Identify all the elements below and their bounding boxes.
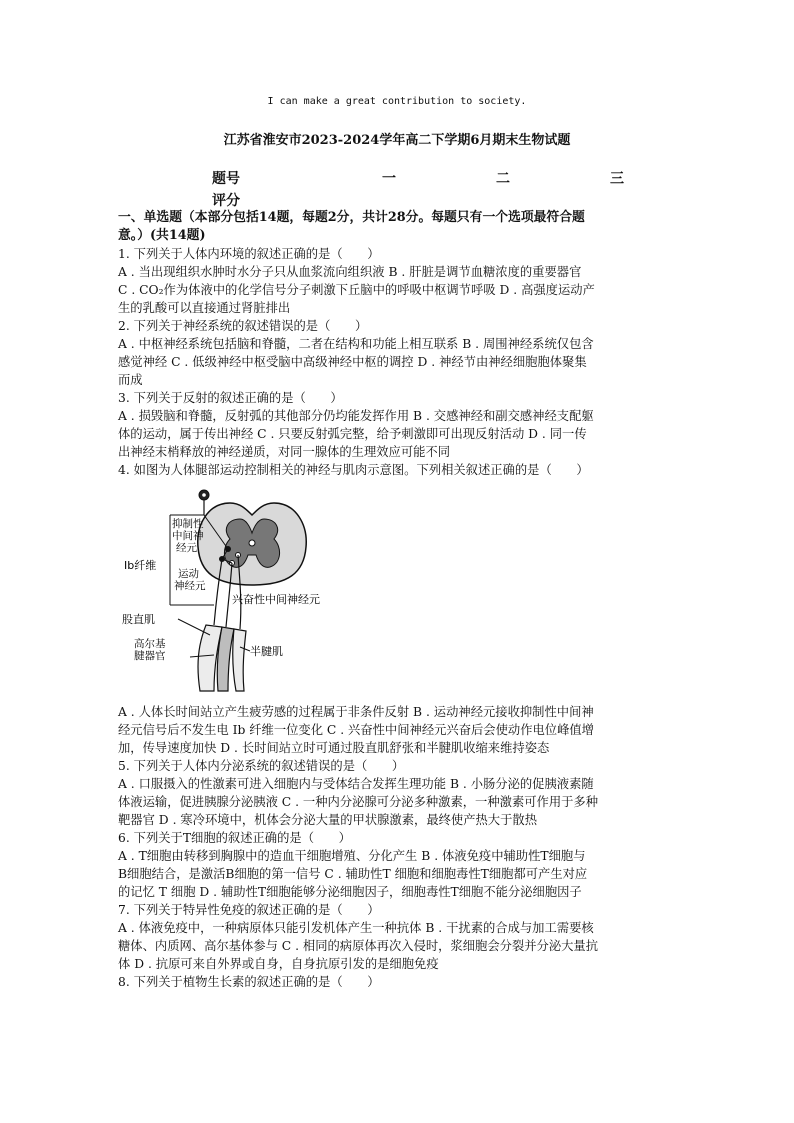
- label-golgi-1: 高尔基: [134, 638, 166, 650]
- question-options: 加，传导速度加快 D . 长时间站立时可通过股直肌舒张和半腱肌收缩来维持姿态: [118, 741, 550, 755]
- question-options: 的记忆 T 细胞 D . 辅助性T细胞能够分泌细胞因子，细胞毒性T细胞不能分泌细胞因子: [118, 885, 582, 899]
- label-quadriceps: 股直肌: [122, 613, 155, 626]
- question-options: A . 损毁脑和脊髓，反射弧的其他部分仍均能发挥作用 B . 交感神经和副交感神经支配躯: [118, 409, 594, 423]
- question-options: A . 中枢神经系统包括脑和脊髓，二者在结构和功能上相互联系 B . 周围神经系统仅包含: [118, 337, 594, 351]
- question-stem: 3. 下列关于反射的叙述正确的是（ ）: [118, 391, 343, 405]
- motto-header: I can make a great contribution to society.: [267, 96, 527, 107]
- question-options: 感觉神经 C . 低级神经中枢受脑中高级神经中枢的调控 D . 神经节由神经细胞胞体聚集: [118, 355, 587, 369]
- question-stem: 2. 下列关于神经系统的叙述错误的是（ ）: [118, 319, 368, 333]
- score-header-row: [212, 168, 642, 190]
- question-options: A . 口服摄入的性激素可进入细胞内与受体结合发挥生理功能 B . 小肠分泌的促胰液素随: [118, 777, 594, 791]
- label-motor-2: 神经元: [174, 580, 206, 592]
- question-options: 出神经末梢释放的神经递质，对同一腺体的生理效应可能不同: [118, 445, 451, 459]
- section-heading: 一、单选题（本部分包括14题，每题2分，共计28分。每题只有一个选项最符合题: [118, 210, 585, 225]
- question-options: 体液运输，促进胰腺分泌胰液 C . 一种内分泌腺可分泌多种激素，一种激素可作用于多种: [118, 795, 599, 809]
- label-inhibitory-2: 中间神: [172, 530, 204, 542]
- score-label: 评分: [212, 193, 240, 209]
- label-golgi-2: 腱器官: [134, 650, 166, 662]
- question-stem: 5. 下列关于人体内分泌系统的叙述错误的是（ ）: [118, 759, 405, 773]
- question-options: C . CO₂作为体液中的化学信号分子刺激下丘脑中的呼吸中枢调节呼吸 D . 高强度运动产: [118, 283, 595, 297]
- question-options: A . 体液免疫中，一种病原体只能引发机体产生一种抗体 B . 干扰素的合成与加工需要核: [118, 921, 594, 935]
- question-stem: 1. 下列关于人体内环境的叙述正确的是（ ）: [118, 247, 380, 261]
- dorsal-root-ganglion: [199, 490, 209, 515]
- question-options: 糖体、内质网、高尔基体参与 C . 相同的病原体再次入侵时，浆细胞会分裂并分泌大量抗: [118, 939, 599, 953]
- column-2: 二: [496, 171, 510, 187]
- question-options: A . T细胞由转移到胸腺中的造血干细胞增殖、分化产生 B . 体液免疫中辅助性T细胞与: [118, 849, 586, 863]
- question-stem: 7. 下列关于特异性免疫的叙述正确的是（ ）: [118, 903, 380, 917]
- question-options: 生的乳酸可以直接通过肾脏排出: [118, 301, 291, 315]
- question-options: B细胞结合，是激活B细胞的第一信号 C . 辅助性T 细胞和细胞毒性T细胞都可产生对应: [118, 867, 588, 881]
- exam-content: [118, 209, 678, 991]
- question-stem: 4. 如图为人体腿部运动控制相关的神经与肌肉示意图。下列相关叙述正确的是（ ）: [118, 463, 589, 477]
- spinal-cord: [198, 503, 306, 585]
- muscles: [178, 619, 250, 691]
- nerve-muscle-diagram: [118, 479, 678, 703]
- question-options: 体 D . 抗原可来自外界或自身，自身抗原引发的是细胞免疫: [118, 957, 439, 971]
- question-options: 而成: [118, 373, 143, 387]
- question-options: A . 当出现组织水肿时水分子只从血浆流向组织液 B . 肝脏是调节血糖浓度的重要器官: [118, 265, 582, 279]
- label-motor-1: 运动: [178, 568, 199, 580]
- label-inhibitory-3: 经元: [176, 542, 197, 554]
- column-3: 三: [610, 171, 624, 187]
- question-options: A . 人体长时间站立产生疲劳感的过程属于非条件反射 B . 运动神经元接收抑制性中间神: [118, 705, 594, 719]
- column-1: 一: [382, 171, 396, 187]
- score-table: [212, 168, 642, 212]
- diagram-svg: [118, 485, 378, 699]
- section-heading-cont: 意。）(共14题): [118, 228, 206, 243]
- label-semitendinosus: 半腱肌: [250, 645, 283, 658]
- question-options: 经元信号后不发生电 Ib 纤维一位变化 C . 兴奋性中间神经元兴奋后会使动作电位峰值增: [118, 723, 594, 737]
- label-excitatory: 兴奋性中间神经元: [232, 593, 320, 606]
- question-number-label: 题号: [212, 171, 240, 187]
- exam-title: 江苏省淮安市2023-2024学年高二下学期6月期末生物试题: [223, 133, 571, 148]
- label-inhibitory-1: 抑制性: [172, 518, 204, 530]
- label-ib-fiber: Ib纤维: [124, 559, 157, 572]
- question-options: 靶器官 D . 寒冷环境中，机体会分泌大量的甲状腺激素，最终使产热大于散热: [118, 813, 537, 827]
- question-options: 体的运动，属于传出神经 C . 只要反射弧完整，给予刺激即可出现反射活动 D . 同一传: [118, 427, 587, 441]
- question-stem: 6. 下列关于T细胞的叙述正确的是（ ）: [118, 831, 351, 845]
- question-stem: 8. 下列关于植物生长素的叙述正确的是（ ）: [118, 975, 380, 989]
